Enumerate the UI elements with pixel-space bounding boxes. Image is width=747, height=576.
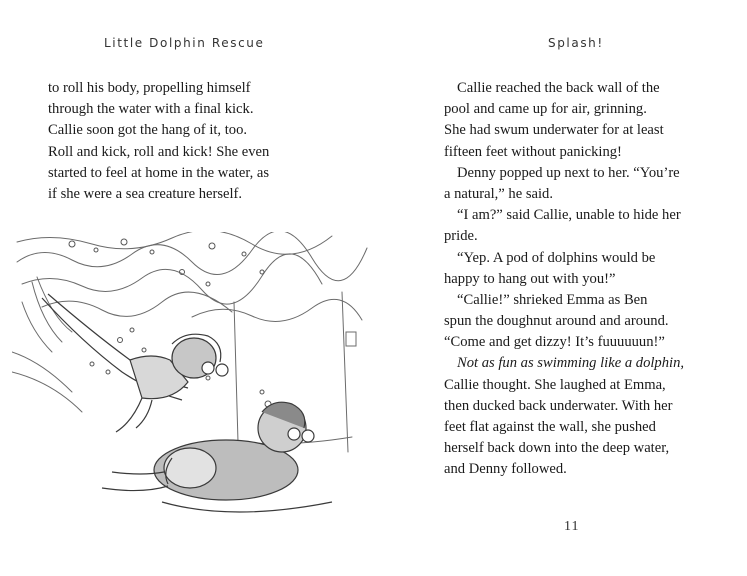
- text-line: [444, 290, 684, 311]
- text-line: [444, 78, 684, 99]
- text-line: [444, 142, 684, 163]
- italic-text: Not as fun as swimming like a dolphin,: [457, 355, 685, 372]
- line-text: and Denny followed.: [444, 461, 567, 478]
- text-line: [444, 205, 684, 226]
- text-line: [444, 438, 684, 459]
- line-text: herself back down into the deep water,: [444, 440, 670, 457]
- text-line: [444, 248, 684, 269]
- text-line: [444, 417, 684, 438]
- line-text: then ducked back underwater. With her: [444, 397, 673, 414]
- text-line: [444, 311, 684, 332]
- line-text: fifteen feet without panicking!: [444, 143, 622, 160]
- line-text: a natural,” he said.: [444, 185, 553, 202]
- left-body-text: [48, 78, 269, 205]
- line-text: happy to hang out with you!”: [444, 270, 616, 287]
- line-text: “Callie!” shrieked Emma as Ben: [457, 291, 648, 308]
- text-line: if she were a sea creature herself.: [48, 185, 243, 202]
- text-line: [444, 332, 684, 353]
- text-line: started to feel at home in the water, as: [48, 164, 270, 181]
- text-line: [444, 269, 684, 290]
- text-line: Roll and kick, roll and kick! She even: [48, 143, 270, 160]
- text-line: [444, 120, 684, 141]
- line-text: spun the doughnut around and around.: [444, 313, 669, 330]
- right-running-head: Splash!: [548, 36, 604, 50]
- text-line: [444, 99, 684, 120]
- page-number: 11: [564, 519, 580, 534]
- line-text: Callie thought. She laughed at Emma,: [444, 376, 666, 393]
- text-line: [444, 184, 684, 205]
- line-text: pool and came up for air, grinning.: [444, 101, 647, 118]
- line-text: feet flat against the wall, she pushed: [444, 419, 656, 435]
- left-running-head: Little Dolphin Rescue: [104, 36, 265, 50]
- left-page: [0, 0, 373, 576]
- text-line: to roll his body, propelling himself: [48, 80, 251, 96]
- text-line: [444, 353, 684, 374]
- line-text: “Come and get dizzy! It’s fuuuuuun!”: [444, 334, 665, 351]
- line-text: “Yep. A pod of dolphins would be: [457, 249, 656, 266]
- text-line: [444, 226, 684, 247]
- text-line: Callie soon got the hang of it, too.: [48, 122, 248, 139]
- line-text: “I am?” said Callie, unable to hide her: [457, 207, 681, 224]
- text-line: [444, 459, 684, 480]
- text-line: through the water with a final kick.: [48, 101, 254, 118]
- right-body-text: [444, 78, 684, 481]
- line-text: She had swum underwater for at least: [444, 122, 664, 139]
- text-line: [444, 396, 684, 417]
- swimming-illustration: [12, 232, 372, 534]
- text-line: [444, 163, 684, 184]
- line-text: pride.: [444, 228, 478, 245]
- line-text: Callie reached the back wall of the: [457, 80, 660, 96]
- line-text: Denny popped up next to her. “You’re: [457, 164, 680, 181]
- right-page: [374, 0, 747, 576]
- text-line: [444, 375, 684, 396]
